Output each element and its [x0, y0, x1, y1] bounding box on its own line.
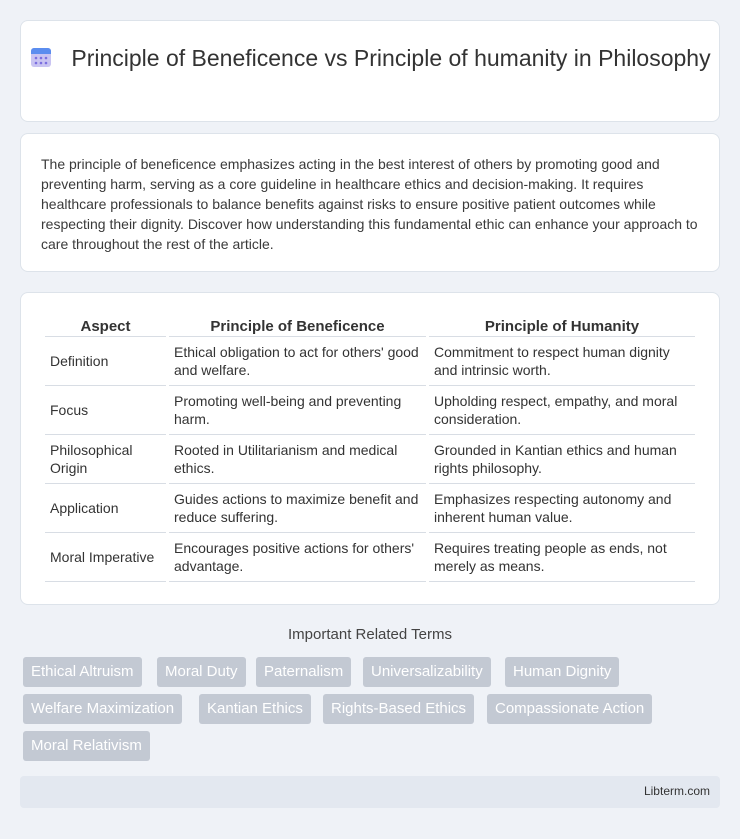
- tag-welfare-maximization[interactable]: Welfare Maximization: [23, 694, 182, 724]
- row-beneficence: Encourages positive actions for others' advantage.: [169, 533, 426, 582]
- tag-human-dignity[interactable]: Human Dignity: [505, 657, 619, 687]
- page-title: Principle of Beneficence vs Principle of humanity in Philosophy: [71, 45, 711, 71]
- row-aspect: Definition: [45, 337, 166, 386]
- row-humanity: Requires treating people as ends, not merely as means.: [429, 533, 695, 582]
- footer-site-link[interactable]: Libterm.com: [643, 784, 710, 798]
- comparison-card: [20, 292, 720, 605]
- header-aspect: Aspect: [45, 317, 166, 337]
- tag-moral-duty[interactable]: Moral Duty: [157, 657, 246, 687]
- intro-paragraph: The principle of beneficence emphasizes acting in the best interest of others by promoting good and preventing harm, serving as a core guideline in healthcare ethics and decision-making. It requires healthcare professionals to balance benefits against risks to ensure positive patient outcomes while respecting their dignity. Discover how understanding this fundamental ethic can enhance your approach to care throughout the rest of the article.: [41, 156, 698, 252]
- tag-moral-relativism[interactable]: Moral Relativism: [23, 731, 150, 761]
- tag-paternalism[interactable]: Paternalism: [256, 657, 351, 687]
- related-terms-heading: Important Related Terms: [288, 626, 452, 643]
- row-beneficence: Rooted in Utilitarianism and medical ethics.: [169, 435, 426, 484]
- header-beneficence: Principle of Beneficence: [169, 317, 426, 337]
- row-humanity: Emphasizes respecting autonomy and inherent human value.: [429, 484, 695, 533]
- row-humanity: Grounded in Kantian ethics and human rights philosophy.: [429, 435, 695, 484]
- intro-card: [20, 133, 720, 272]
- row-humanity: Upholding respect, empathy, and moral consideration.: [429, 386, 695, 435]
- tag-compassionate-action[interactable]: Compassionate Action: [487, 694, 652, 724]
- table-row: [45, 435, 695, 484]
- header-humanity: Principle of Humanity: [429, 317, 695, 337]
- row-aspect: Moral Imperative: [45, 533, 166, 582]
- row-aspect: Focus: [45, 386, 166, 435]
- title-card: [20, 20, 720, 122]
- row-aspect: Application: [45, 484, 166, 533]
- tag-ethical-altruism[interactable]: Ethical Altruism: [23, 657, 142, 687]
- footer: [20, 776, 720, 808]
- tag-universalizability[interactable]: Universalizability: [363, 657, 491, 687]
- tag-kantian-ethics[interactable]: Kantian Ethics: [199, 694, 311, 724]
- table-row: [45, 337, 695, 386]
- comparison-table: [42, 317, 698, 582]
- row-beneficence: Ethical obligation to act for others' good and welfare.: [169, 337, 426, 386]
- row-beneficence: Guides actions to maximize benefit and reduce suffering.: [169, 484, 426, 533]
- row-humanity: Commitment to respect human dignity and intrinsic worth.: [429, 337, 695, 386]
- tag-rights-based-ethics[interactable]: Rights-Based Ethics: [323, 694, 474, 724]
- table-row: [45, 533, 695, 582]
- calendar-icon: [29, 45, 53, 69]
- page-title-wrap: [21, 43, 719, 73]
- table-header-row: [45, 317, 695, 337]
- table-row: [45, 386, 695, 435]
- row-aspect: Philosophical Origin: [45, 435, 166, 484]
- table-row: [45, 484, 695, 533]
- row-beneficence: Promoting well-being and preventing harm.: [169, 386, 426, 435]
